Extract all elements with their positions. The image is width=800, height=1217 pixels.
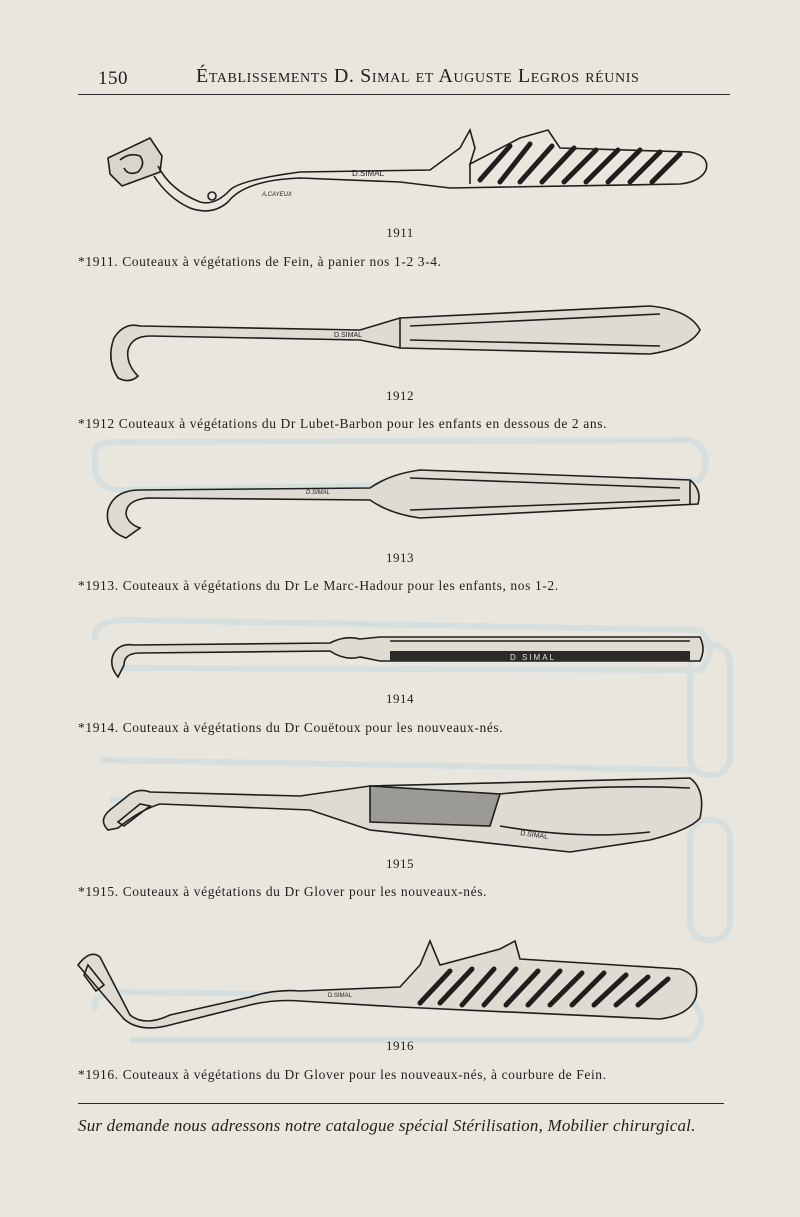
- figure-number: 1915: [386, 856, 414, 871]
- figure-caption: *1914. Couteaux à végétations du Dr Couëtoux pour les nouveaux-nés.: [78, 720, 504, 735]
- running-head: Établissements D. Simal et Auguste Legros réunis: [196, 65, 640, 87]
- figure-1912: [0, 300, 800, 435]
- instrument-1916-illustration: [0, 935, 800, 1035]
- figure-number: 1916: [386, 1038, 414, 1053]
- figure-caption: *1912 Couteaux à végétations du Dr Lubet-Barbon pour les enfants en dessous de 2 ans.: [78, 416, 608, 431]
- figure-1915: [0, 770, 800, 900]
- figure-caption: *1916. Couteaux à végétations du Dr Glover pour les nouveaux-nés, à courbure de Fein.: [78, 1067, 607, 1082]
- figure-caption: *1915. Couteaux à végétations du Dr Glover pour les nouveaux-nés.: [78, 884, 488, 899]
- engraved-mark-1912: D.SIMAL: [334, 332, 363, 339]
- engraved-mark-1913: D.SIMAL: [306, 490, 331, 496]
- page-number: 150: [98, 68, 128, 89]
- page-header: [78, 60, 730, 95]
- instrument-1915-illustration: [0, 770, 800, 860]
- figure-caption: *1913. Couteaux à végétations du Dr Le Marc-Hadour pour les enfants, nos 1-2.: [78, 578, 559, 593]
- figure-1914: [0, 625, 800, 740]
- instrument-1914-illustration: [0, 625, 800, 685]
- figure-number: 1912: [386, 388, 414, 403]
- engraved-mark-1911: D.SIMAL: [352, 169, 385, 178]
- figure-1913: [0, 460, 800, 600]
- figure-number: 1913: [386, 550, 414, 565]
- instrument-1911-illustration: [0, 120, 800, 220]
- figure-1916: [0, 935, 800, 1085]
- figure-caption: *1911. Couteaux à végétations de Fein, à panier nos 1-2 3-4.: [78, 254, 442, 269]
- figure-1911: [0, 120, 800, 270]
- figure-number: 1911: [386, 225, 414, 240]
- engraved-mark-1914: D SIMAL: [510, 653, 557, 662]
- instrument-1913-illustration: [0, 460, 800, 545]
- artist-mark-1911: A.CAYEUX: [262, 192, 292, 198]
- footer-note: Sur demande nous adressons notre catalogue spécial Stérilisation, Mobilier chirurgical.: [78, 1116, 696, 1135]
- instrument-1912-illustration: [0, 300, 800, 385]
- engraved-mark-1915: D.SIMAL: [519, 830, 549, 841]
- footer-rule: [78, 1103, 724, 1104]
- engraved-mark-1916: D.SIMAL: [328, 993, 353, 999]
- figure-number: 1914: [386, 691, 414, 706]
